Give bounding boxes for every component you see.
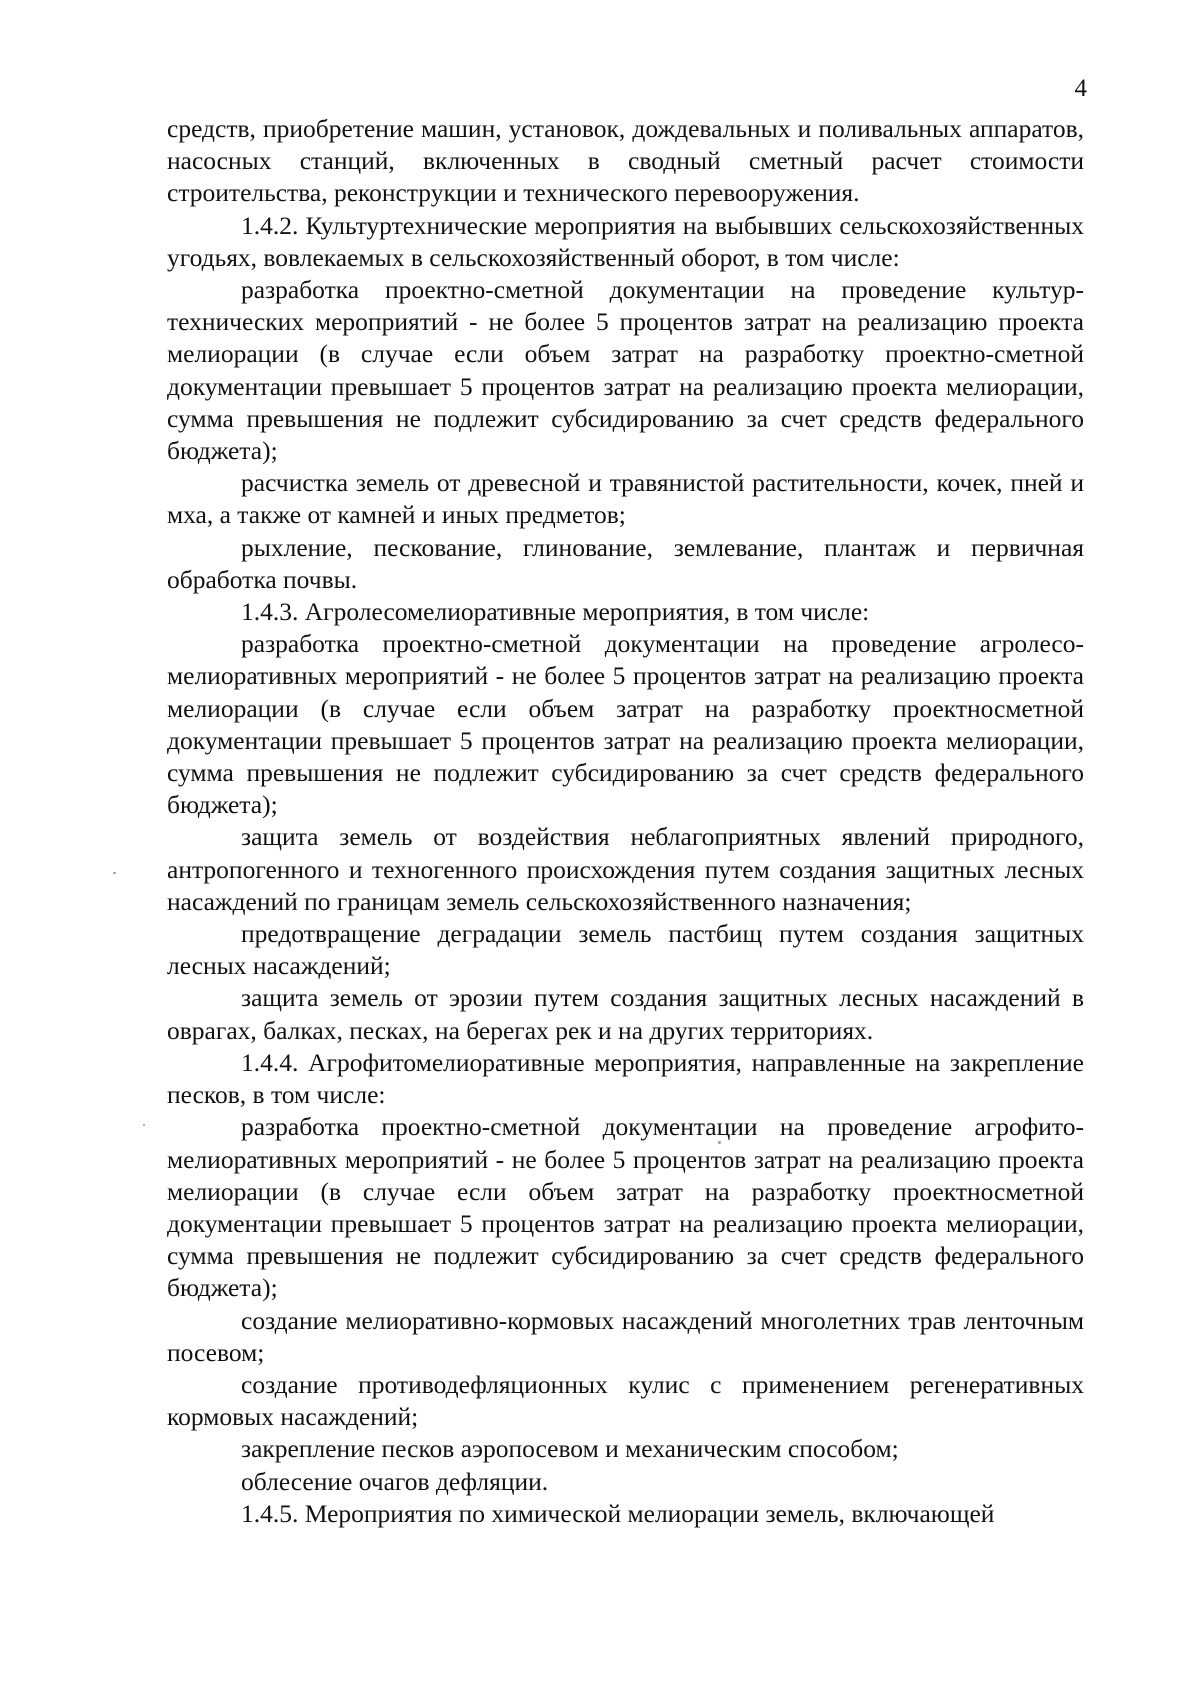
paragraph: разработка проектно-сметной документации на проведение агрофитомелиоративных мероприятий - не более 5 процентов затрат на реализацию проекта мелиорации (в случае если объем затрат на разработку проектносметной документации превышает 5 процентов затрат на реализацию проекта мелиорации, сумма превышения не подлежит субсидированию за счет средств федерального бюджета);: [167, 1112, 1084, 1303]
page-number: 4: [1074, 75, 1087, 102]
paragraph: расчистка земель от древесной и травянистой растительности, кочек, пней и мха, а также от камней и иных предметов;: [167, 468, 1084, 530]
paragraph: разработка проектно-сметной документации на проведение культуртехнических мероприятий - не более 5 процентов затрат на реализацию проекта мелиорации (в случае если объем затрат на разработку проектно-сметной документации превышает 5 процентов затрат на реализацию проекта мелиорации, сумма превышения не подлежит субсидированию за счет средств федерального бюджета);: [167, 275, 1084, 466]
paragraph: защита земель от воздействия неблагоприятных явлений природного, антропогенного и техногенного происхождения путем создания защитных лесных насаждений по границам земель сельскохозяйственного назначения;: [167, 822, 1084, 916]
paragraph: облесение очагов дефляции.: [241, 1466, 549, 1496]
paragraph: защита земель от эрозии путем создания защитных лесных насаждений в оврагах, балках, песках, на берегах рек и на других территориях.: [167, 983, 1084, 1045]
paragraph: 1.4.3. Агролесомелиоративные мероприятия, в том числе:: [241, 597, 870, 627]
paragraph: средств, приобретение машин, установок, дождевальных и поливальных аппаратов, насосных станций, включенных в сводный сметный расчет стоимости строительства, реконструкции и технического перевооружения.: [167, 114, 1084, 208]
paragraph: создание мелиоративно-кормовых насаждений многолетних трав ленточным посевом;: [167, 1305, 1084, 1367]
paragraph: 1.4.4. Агрофитомелиоративные мероприятия, направленные на закрепление песков, в том числе:: [167, 1047, 1084, 1110]
scan-speck: [143, 1124, 145, 1126]
scan-speck: [113, 872, 116, 874]
scan-speck: [718, 1141, 721, 1144]
paragraph: 1.4.2. Культуртехнические мероприятия на выбывших сельскохозяйственных угодьях, вовлекаемых в сельскохозяйственный оборот, в том числе:: [167, 210, 1084, 272]
paragraph: создание противодефляционных кулис с применением регенеративных кормовых насаждений;: [167, 1369, 1084, 1432]
paragraph: закрепление песков аэропосевом и механическим способом;: [241, 1434, 899, 1464]
paragraph: 1.4.5. Мероприятия по химической мелиорации земель, включающей: [241, 1498, 995, 1528]
document-body: [167, 113, 1084, 1530]
paragraph: разработка проектно-сметной документации на проведение агролесомелиоративных мероприятий - не более 5 процентов затрат на реализацию проекта мелиорации (в случае если объем затрат на разработку проектносметной документации превышает 5 процентов затрат на реализацию проекта мелиорации, сумма превышения не подлежит субсидированию за счет средств федерального бюджета);: [167, 629, 1084, 820]
paragraph: предотвращение деградации земель пастбищ путем создания защитных лесных насаждений;: [167, 919, 1084, 981]
paragraph: рыхление, пескование, глинование, землевание, плантаж и первичная обработка почвы.: [167, 532, 1084, 594]
